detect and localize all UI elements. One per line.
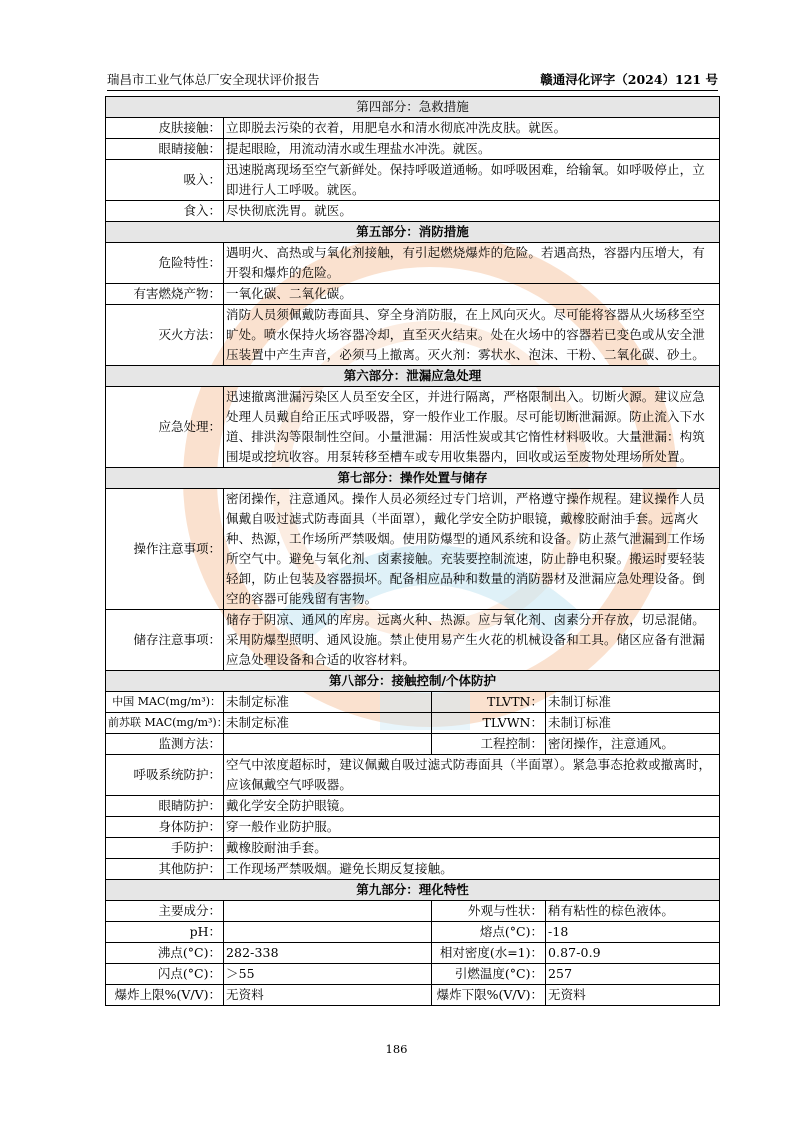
eye-contact-value: 提起眼睑，用流动清水或生理盐水冲洗。就医。 [224, 139, 720, 160]
hand-protection-value: 戴橡胶耐油手套。 [224, 838, 720, 859]
ignition-temp-label: 引燃温度(°C)： [432, 964, 546, 985]
explosion-upper-label: 爆炸上限%(V/V)： [106, 985, 224, 1006]
combustion-products-label: 有害燃烧产物： [106, 284, 224, 305]
mac-china-value: 未制定标准 [224, 692, 432, 713]
eye-protection-label: 眼睛防护： [106, 796, 224, 817]
fire-fighting-value: 消防人员须佩戴防毒面具、穿全身消防服，在上风向灭火。尽可能将容器从火场移至空旷处。喷水保持火场容器冷却，直至灭火结束。处在火场中的容器若已变色或从安全泄压装置中产生声音，必须马上撤离。灭火剂：雾状水、泡沫、干粉、二氧化碳、砂土。 [224, 305, 720, 366]
tlvtn-value: 未制订标准 [546, 692, 720, 713]
eye-contact-label: 眼睛接触： [106, 139, 224, 160]
section-8-title: 第八部分：接触控制/个体防护 [106, 671, 720, 692]
explosion-upper-value: 无资料 [224, 985, 432, 1006]
relative-density-label: 相对密度(水=1)： [432, 943, 546, 964]
ignition-temp-value: 257 [546, 964, 720, 985]
engineering-control-label: 工程控制： [432, 734, 546, 755]
boiling-point-value: 282-338 [224, 943, 432, 964]
body-protection-label: 身体防护： [106, 817, 224, 838]
ingestion-label: 食入： [106, 201, 224, 222]
engineering-control-value: 密闭操作，注意通风。 [546, 734, 720, 755]
inhalation-label: 吸入： [106, 160, 224, 201]
section-4-title: 第四部分：急救措施 [106, 97, 720, 118]
explosion-lower-label: 爆炸下限%(V/V)： [432, 985, 546, 1006]
melting-point-label: 熔点(°C)： [432, 922, 546, 943]
hazard-value: 遇明火、高热或与氧化剂接触，有引起燃烧爆炸的危险。若遇高热，容器内压增大，有开裂和爆炸的危险。 [224, 243, 720, 284]
melting-point-value: -18 [546, 922, 720, 943]
appearance-label: 外观与性状： [432, 901, 546, 922]
tlvwn-label: TLVWN： [432, 713, 546, 734]
flash-point-value: ＞55 [224, 964, 432, 985]
section-5-title: 第五部分：消防措施 [106, 222, 720, 243]
respiratory-value: 空气中浓度超标时，建议佩戴自吸过滤式防毒面具（半面罩）。紧急事态抢救或撤离时，应该佩戴空气呼吸器。 [224, 755, 720, 796]
monitoring-label: 监测方法： [106, 734, 224, 755]
ingestion-value: 尽快彻底洗胃。就医。 [224, 201, 720, 222]
eye-protection-value: 戴化学安全防护眼镜。 [224, 796, 720, 817]
mac-china-label: 中国 MAC(mg/m³)： [106, 692, 224, 713]
skin-contact-value: 立即脱去污染的衣着，用肥皂水和清水彻底冲洗皮肤。就医。 [224, 118, 720, 139]
tlvwn-value: 未制订标准 [546, 713, 720, 734]
report-title: 瑞昌市工业气体总厂安全现状评价报告 [107, 72, 320, 87]
ph-value [224, 922, 432, 943]
ph-label: pH： [106, 922, 224, 943]
hazard-label: 危险特性： [106, 243, 224, 284]
boiling-point-label: 沸点(°C)： [106, 943, 224, 964]
relative-density-value: 0.87-0.9 [546, 943, 720, 964]
other-protection-value: 工作现场严禁吸烟。避免长期反复接触。 [224, 859, 720, 880]
operation-value: 密闭操作，注意通风。操作人员必须经过专门培训，严格遵守操作规程。建议操作人员佩戴自吸过滤式防毒面具（半面罩），戴化学安全防护眼镜，戴橡胶耐油手套。远离火种、热源，工作场所严禁吸烟。使用防爆型的通风系统和设备。防止蒸气泄漏到工作场所空气中。避免与氧化剂、卤素接触。充装要控制流速，防止静电积聚。搬运时要轻装轻卸，防止包装及容器损坏。配备相应品种和数量的消防器材及泄漏应急处理设备。倒空的容器可能残留有害物。 [224, 489, 720, 610]
hand-protection-label: 手防护： [106, 838, 224, 859]
section-7-title: 第七部分：操作处置与储存 [106, 468, 720, 489]
inhalation-value: 迅速脱离现场至空气新鲜处。保持呼吸道通畅。如呼吸困难，给输氧。如呼吸停止，立即进行人工呼吸。就医。 [224, 160, 720, 201]
section-9-title: 第九部分：理化特性 [106, 880, 720, 901]
tlvtn-label: TLVTN： [432, 692, 546, 713]
sds-table [105, 96, 720, 1006]
appearance-value: 稍有粘性的棕色液体。 [546, 901, 720, 922]
fire-fighting-label: 灭火方法： [106, 305, 224, 366]
report-number: 赣通浔化评字（2024）121 号 [540, 72, 718, 87]
other-protection-label: 其他防护： [106, 859, 224, 880]
page-number: 186 [385, 1042, 408, 1056]
section-6-title: 第六部分：泄漏应急处理 [106, 366, 720, 387]
composition-label: 主要成分： [106, 901, 224, 922]
respiratory-label: 呼吸系统防护： [106, 755, 224, 796]
mac-ussr-label: 前苏联 MAC(mg/m³)： [106, 713, 224, 734]
skin-contact-label: 皮肤接触： [106, 118, 224, 139]
storage-label: 储存注意事项： [106, 610, 224, 671]
emergency-label: 应急处理： [106, 387, 224, 468]
storage-value: 储存于阴凉、通风的库房。远离火种、热源。应与氧化剂、卤素分开存放，切忌混储。采用防爆型照明、通风设施。禁止使用易产生火花的机械设备和工具。储区应备有泄漏应急处理设备和合适的收容材料。 [224, 610, 720, 671]
mac-ussr-value: 未制定标准 [224, 713, 432, 734]
operation-label: 操作注意事项： [106, 489, 224, 610]
composition-value [224, 901, 432, 922]
combustion-products-value: 一氧化碳、二氧化碳。 [224, 284, 720, 305]
emergency-value: 迅速撤离泄漏污染区人员至安全区，并进行隔离，严格限制出入。切断火源。建议应急处理人员戴自给正压式呼吸器，穿一般作业工作服。尽可能切断泄漏源。防止流入下水道、排洪沟等限制性空间。小量泄漏：用活性炭或其它惰性材料吸收。大量泄漏：构筑围堤或挖坑收容。用泵转移至槽车或专用收集器内，回收或运至废物处理场所处置。 [224, 387, 720, 468]
body-protection-value: 穿一般作业防护服。 [224, 817, 720, 838]
page-header [107, 68, 718, 91]
explosion-lower-value: 无资料 [546, 985, 720, 1006]
flash-point-label: 闪点(°C)： [106, 964, 224, 985]
monitoring-value [224, 734, 432, 755]
